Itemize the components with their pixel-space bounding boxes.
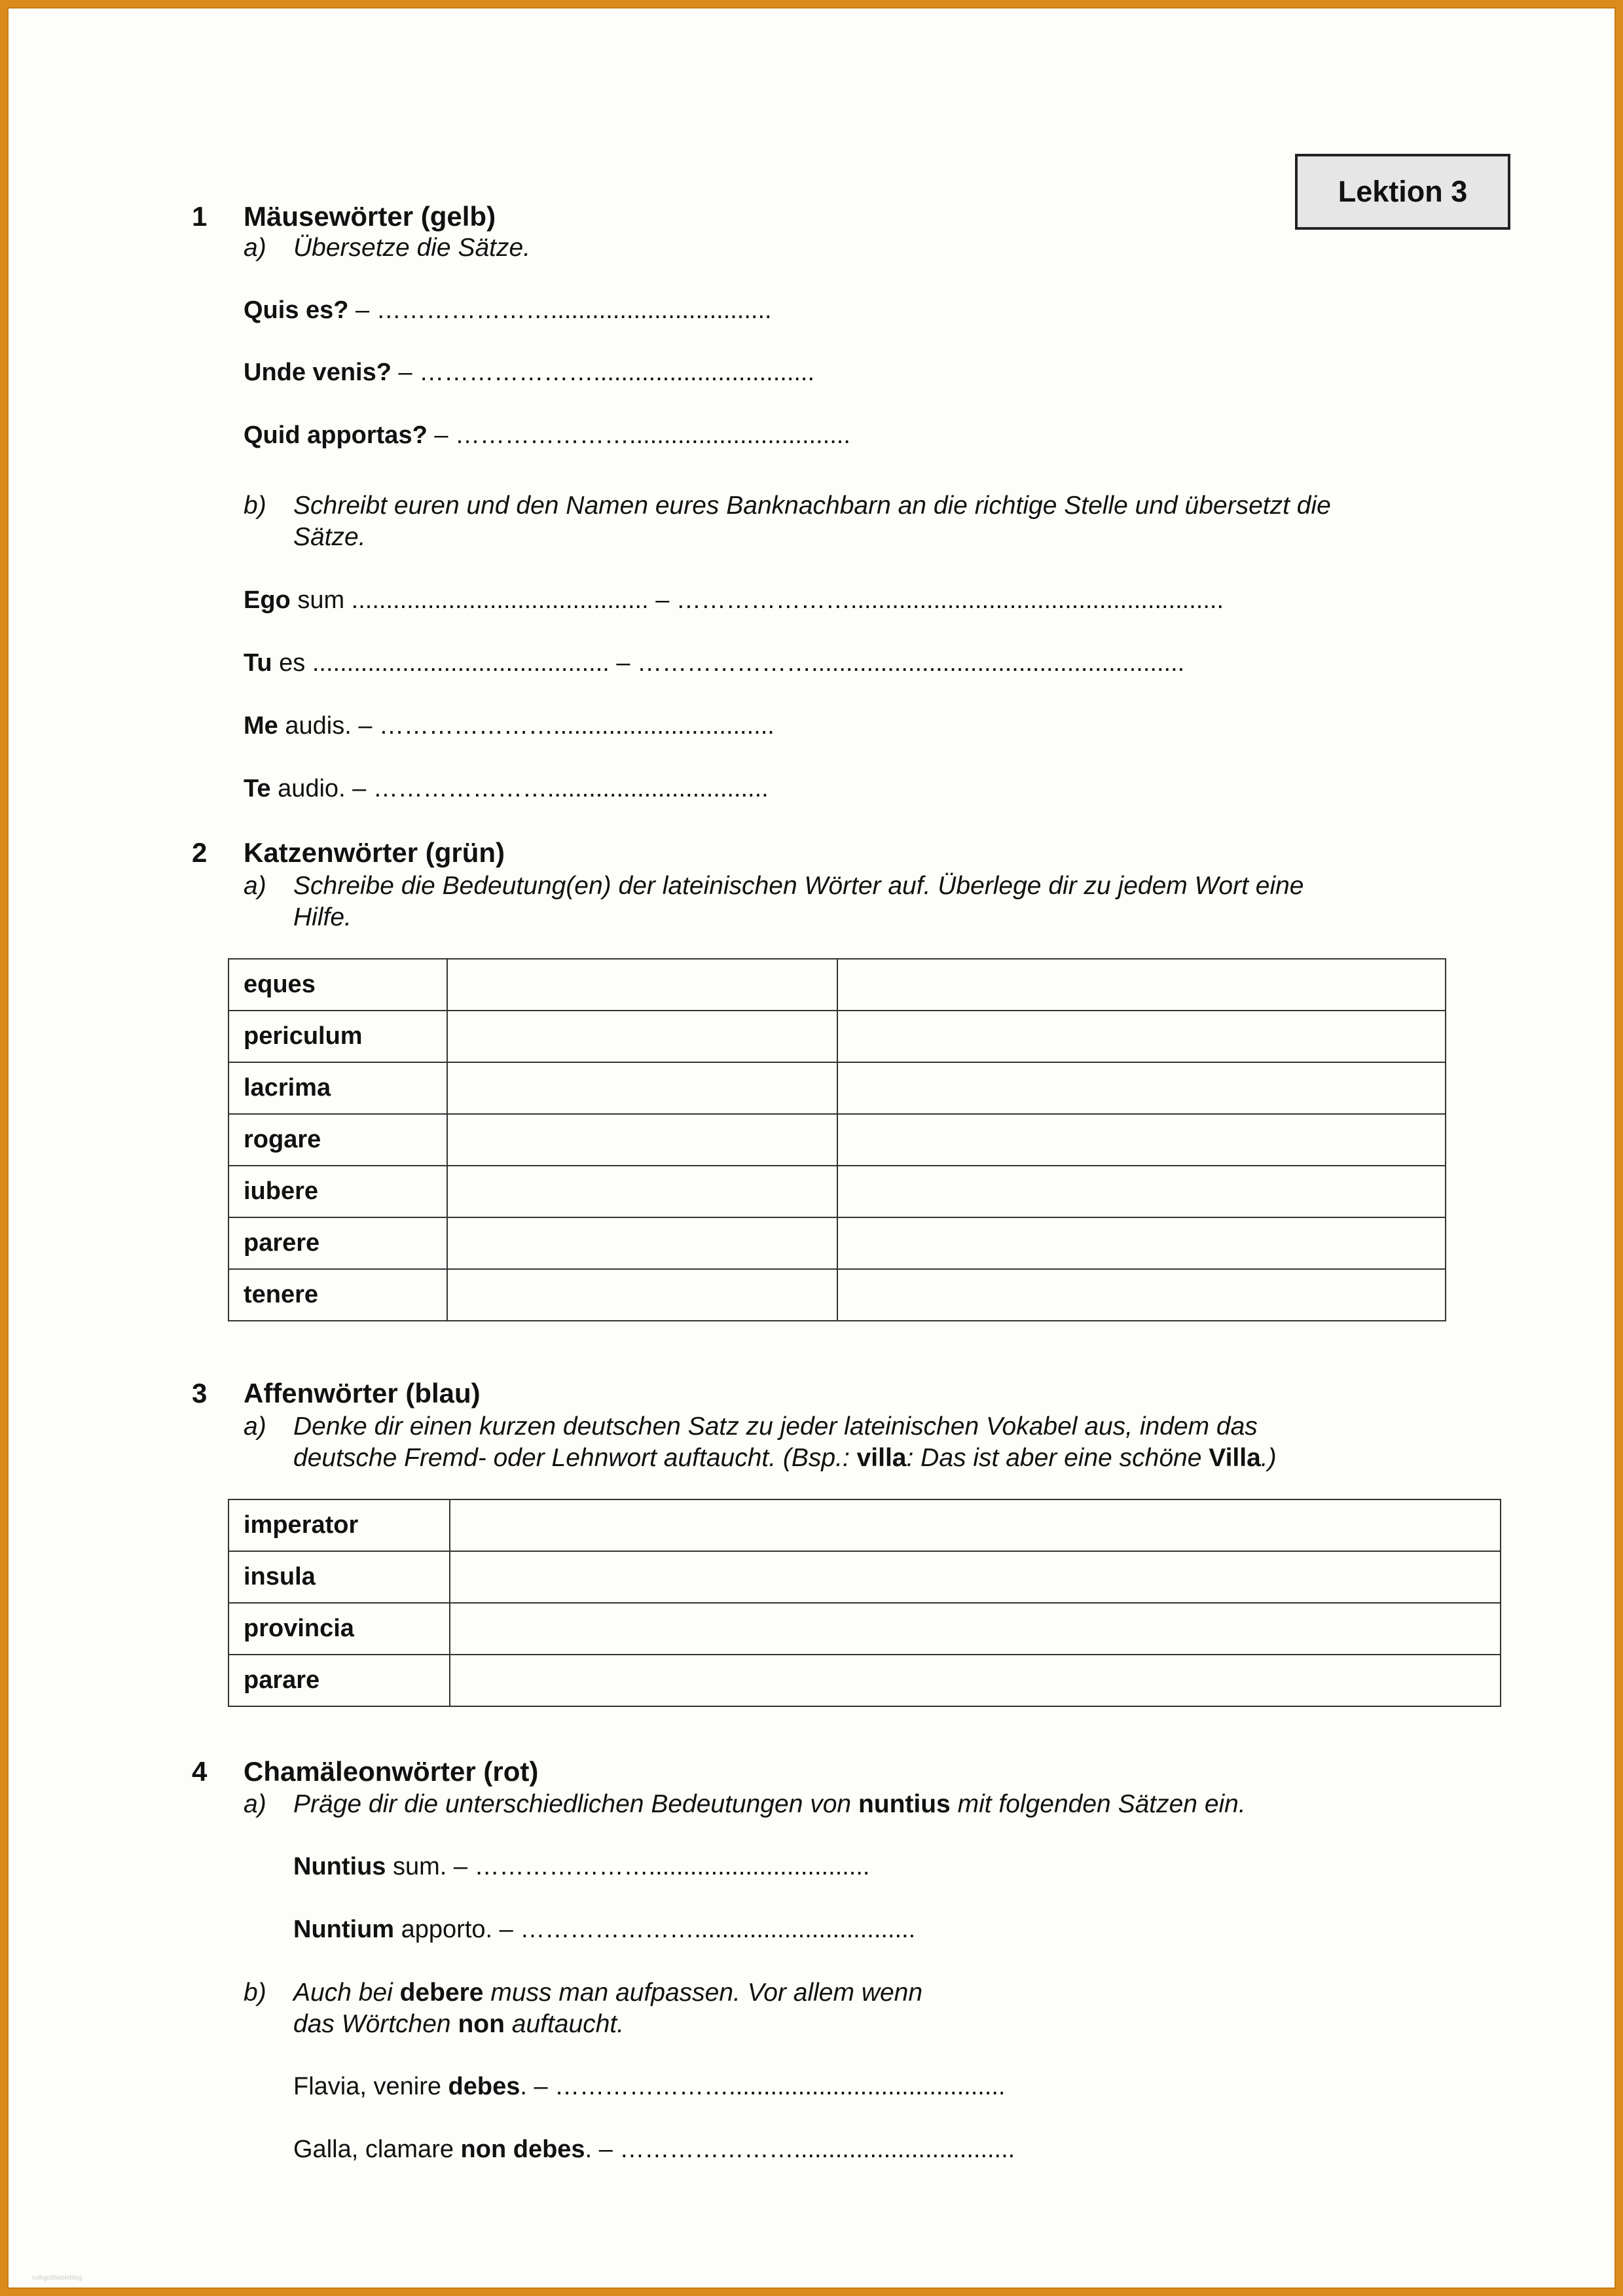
section-3-a-label: a) <box>244 1412 266 1441</box>
table-row <box>228 1011 1446 1062</box>
section-1-b-label: b) <box>244 492 266 520</box>
table-row <box>228 1269 1446 1321</box>
section-4-title: Chamäleonwörter (rot) <box>244 1756 539 1787</box>
exercise-line-quid-apportas: Quid apportas? – …………………................................ <box>244 422 850 449</box>
table-row <box>228 1166 1446 1217</box>
section-1-b-instruction-line2: Sätze. <box>293 523 366 551</box>
section-2-number: 2 <box>192 837 208 868</box>
section-2-a-instruction-line2: Hilfe. <box>293 903 352 931</box>
section-4-a-label: a) <box>244 1790 266 1818</box>
vocab-word: parare <box>228 1655 450 1706</box>
table-row <box>228 959 1446 1011</box>
vocab-word: lacrima <box>228 1062 447 1114</box>
section-2-title: Katzenwörter (grün) <box>244 837 505 868</box>
meaning-cell[interactable] <box>447 1166 837 1217</box>
section-3-a-instruction-line2: deutsche Fremd- oder Lehnwort auftaucht. (Bsp.: villa: Das ist aber eine schöne Villa.) <box>293 1444 1277 1472</box>
table-row <box>228 1217 1446 1269</box>
section-1-title: Mäusewörter (gelb) <box>244 201 496 232</box>
section-4-number: 4 <box>192 1756 208 1787</box>
sentence-cell[interactable] <box>450 1551 1501 1603</box>
vocab-table-affen <box>228 1499 1501 1707</box>
hint-cell[interactable] <box>837 1062 1446 1114</box>
watermark: ruthgottliebleblog <box>32 2274 82 2282</box>
hint-cell[interactable] <box>837 1011 1446 1062</box>
vocab-word: eques <box>228 959 447 1011</box>
vocab-word: iubere <box>228 1166 447 1217</box>
meaning-cell[interactable] <box>447 1114 837 1166</box>
vocab-word: parere <box>228 1217 447 1269</box>
table-row <box>228 1551 1501 1603</box>
sentence-cell[interactable] <box>450 1603 1501 1655</box>
vocab-word: periculum <box>228 1011 447 1062</box>
table-row <box>228 1603 1501 1655</box>
section-4-b-label: b) <box>244 1979 266 2007</box>
meaning-cell[interactable] <box>447 1217 837 1269</box>
vocab-word: rogare <box>228 1114 447 1166</box>
section-4-b-instruction-line1: Auch bei debere muss man aufpassen. Vor allem wenn <box>293 1979 923 2007</box>
section-1-a-label: a) <box>244 234 266 262</box>
table-row <box>228 1655 1501 1706</box>
exercise-line-flavia: Flavia, venire debes. – …………………........................................ <box>293 2073 1006 2100</box>
table-row <box>228 1499 1501 1551</box>
section-3-number: 3 <box>192 1378 208 1408</box>
meaning-cell[interactable] <box>447 1011 837 1062</box>
worksheet-page <box>7 7 1616 2289</box>
vocab-word: tenere <box>228 1269 447 1321</box>
exercise-line-me-audis: Me audis. – …………………................................ <box>244 712 775 740</box>
table-row <box>228 1114 1446 1166</box>
sentence-cell[interactable] <box>450 1655 1501 1706</box>
section-1-b-instruction-line1: Schreibt euren und den Namen eures Banknachbarn an die richtige Stelle und übersetzt die <box>293 492 1331 520</box>
exercise-line-te-audio: Te audio. – …………………................................ <box>244 775 769 802</box>
meaning-cell[interactable] <box>447 959 837 1011</box>
vocab-word: imperator <box>228 1499 450 1551</box>
section-4-b-instruction-line2: das Wörtchen non auftaucht. <box>293 2010 625 2038</box>
exercise-line-unde-venis: Unde venis? – …………………................................ <box>244 359 815 386</box>
vocab-table-katzen <box>228 958 1446 1321</box>
exercise-line-nuntius-sum: Nuntius sum. – …………………................................ <box>293 1853 870 1880</box>
exercise-line-ego-sum: Ego sum ........................................... – …………………...................................................... <box>244 586 1224 614</box>
section-4-a-instruction: Präge dir die unterschiedlichen Bedeutungen von nuntius mit folgenden Sätzen ein. <box>293 1790 1246 1818</box>
hint-cell[interactable] <box>837 959 1446 1011</box>
section-1-a-instruction: Übersetze die Sätze. <box>293 234 531 262</box>
section-3-title: Affenwörter (blau) <box>244 1378 481 1408</box>
meaning-cell[interactable] <box>447 1062 837 1114</box>
section-3-a-instruction-line1: Denke dir einen kurzen deutschen Satz zu jeder lateinischen Vokabel aus, indem das <box>293 1412 1258 1441</box>
sentence-cell[interactable] <box>450 1499 1501 1551</box>
section-2-a-label: a) <box>244 872 266 900</box>
hint-cell[interactable] <box>837 1166 1446 1217</box>
meaning-cell[interactable] <box>447 1269 837 1321</box>
lesson-badge: Lektion 3 <box>1295 154 1510 230</box>
table-row <box>228 1062 1446 1114</box>
vocab-word: provincia <box>228 1603 450 1655</box>
section-1-number: 1 <box>192 201 208 232</box>
section-2-a-instruction-line1: Schreibe die Bedeutung(en) der lateinischen Wörter auf. Überlege dir zu jedem Wort eine <box>293 872 1304 900</box>
exercise-line-galla: Galla, clamare non debes. – …………………................................ <box>293 2136 1015 2163</box>
exercise-line-quis-es: Quis es? – …………………................................ <box>244 296 772 324</box>
vocab-word: insula <box>228 1551 450 1603</box>
hint-cell[interactable] <box>837 1269 1446 1321</box>
exercise-line-nuntium-apporto: Nuntium apporto. – …………………................................ <box>293 1916 916 1943</box>
hint-cell[interactable] <box>837 1217 1446 1269</box>
hint-cell[interactable] <box>837 1114 1446 1166</box>
exercise-line-tu-es: Tu es ........................................... – …………………...................................................... <box>244 649 1185 677</box>
